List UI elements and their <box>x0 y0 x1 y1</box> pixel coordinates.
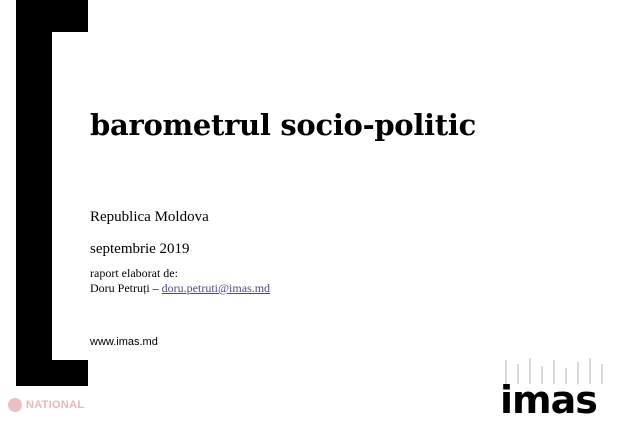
author-email-link[interactable]: doru.petruti@imas.md <box>161 281 271 295</box>
author-separator: – <box>149 281 162 295</box>
bracket-decoration-top <box>16 0 88 32</box>
author-name: Doru Petruți <box>90 281 150 295</box>
bracket-decoration-bottom <box>16 360 88 386</box>
watermark-text: NATIONAL <box>26 399 85 411</box>
report-author <box>90 281 270 296</box>
date-label: septembrie 2019 <box>90 241 190 257</box>
report-credits <box>90 266 270 296</box>
country-label: Republica Moldova <box>90 209 209 225</box>
website-url: www.imas.md <box>90 336 158 348</box>
watermark <box>8 398 84 412</box>
slide-title: barometrul socio-politic <box>90 108 476 142</box>
report-label: raport elaborat de: <box>90 266 178 280</box>
watermark-logo-icon <box>8 398 22 412</box>
imas-logo: imas <box>500 378 597 421</box>
bracket-decoration <box>16 0 52 385</box>
